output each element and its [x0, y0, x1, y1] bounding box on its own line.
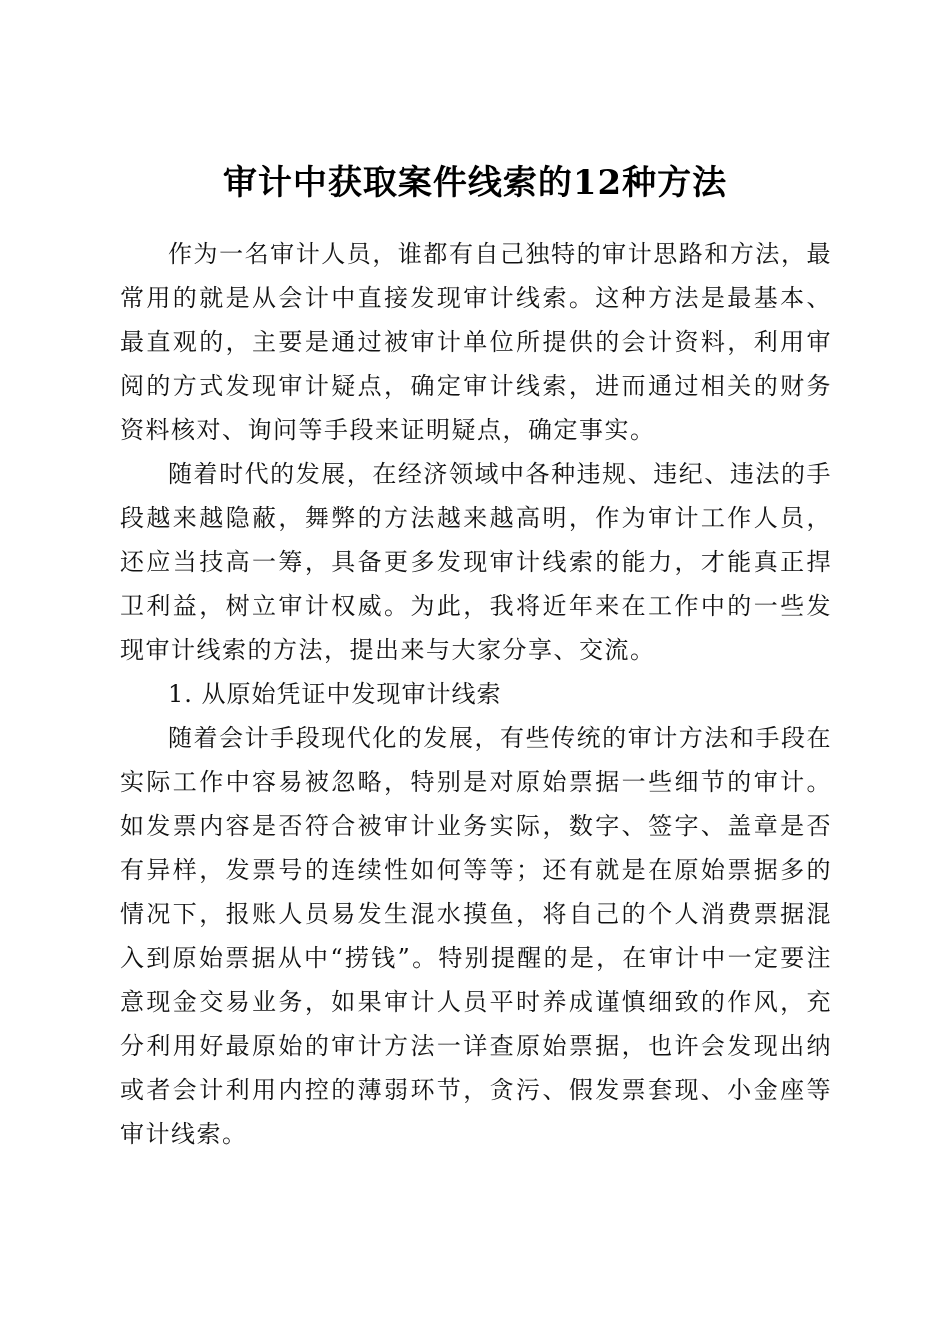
section-heading: 1. 从原始凭证中发现审计线索: [168, 680, 502, 708]
intro-paragraph: 作为一名审计人员，谁都有自己独特的审计思路和方法，最常用的就是从会计中直接发现审计线索。这种方法是最基本、最直观的，主要是通过被审计单位所提供的会计资料，利用审阅的方式发现审计疑点，确定审计线索，进而通过相关的财务资料核对、询问等手段来证明疑点，确定事实。: [120, 240, 832, 444]
context-paragraph: 随着时代的发展，在经济领域中各种违规、违纪、违法的手段越来越隐蔽，舞弊的方法越来越高明，作为审计工作人员，还应当技高一筹，具备更多发现审计线索的能力，才能真正捍卫利益，树立审计权威。为此，我将近年来在工作中的一些发现审计线索的方法，提出来与大家分享、交流。: [120, 460, 832, 664]
document-body: [120, 232, 832, 1156]
section-paragraph: 随着会计手段现代化的发展，有些传统的审计方法和手段在实际工作中容易被忽略，特别是对原始票据一些细节的审计。如发票内容是否符合被审计业务实际，数字、签字、盖章是否有异样，发票号的连续性如何等等；还有就是在原始票据多的情况下，报账人员易发生混水摸鱼，将自己的个人消费票据混入到原始票据从中“捞钱”。特别提醒的是，在审计中一定要注意现金交易业务，如果审计人员平时养成谨慎细致的作风，充分利用好最原始的审计方法一详查原始票据，也许会发现出纳或者会计利用内控的薄弱环节，贪污、假发票套现、小金座等审计线索。: [120, 724, 832, 1148]
document-title: 审计中获取案件线索的12种方法: [222, 162, 728, 203]
